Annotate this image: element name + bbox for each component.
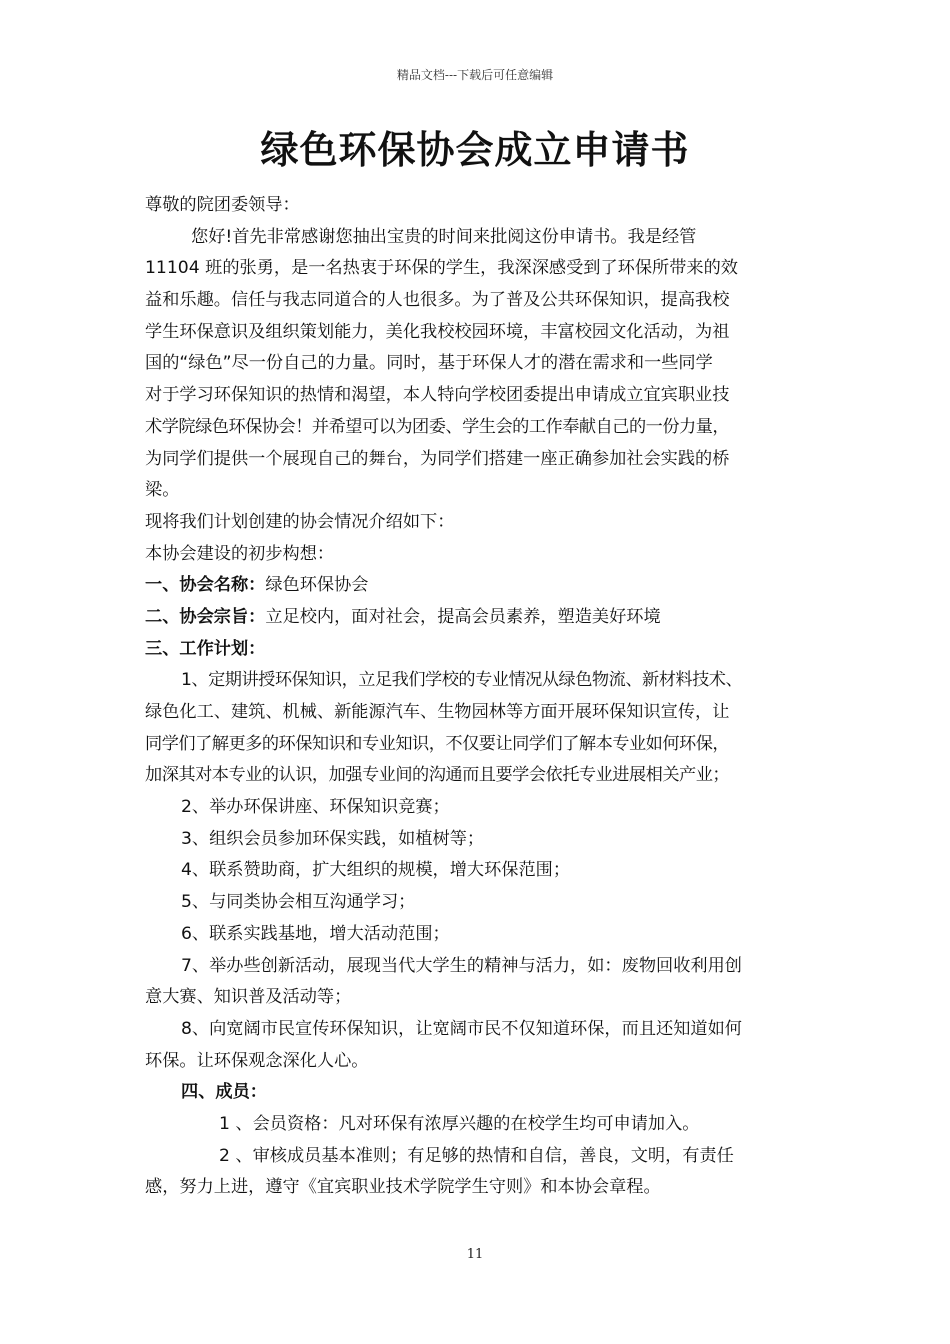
page-number: 11 (466, 1247, 484, 1262)
member-line: 感，努力上进，遵守《宜宾职业技术学院学生守则》和本协会章程。 (145, 1177, 661, 1198)
plan-line: 8、向宽阔市民宣传环保知识，让宽阔市民不仅知道环保，而且还知道如何 (181, 1018, 742, 1039)
intro-line: 11104 班的张勇，是一名热衷于环保的学生，我深深感受到了环保所带来的效 (145, 258, 738, 279)
plan-line: 6、联系实践基地，增大活动范围； (181, 923, 450, 944)
section-work-plan-heading: 三、工作计划： (145, 638, 266, 659)
plan-line: 2、举办环保讲座、环保知识竞赛； (181, 797, 450, 818)
member-line: 1 、会员资格：凡对环保有浓厚兴趣的在校学生均可申请加入。 (219, 1113, 700, 1134)
intro-line: 术学院绿色环保协会！并希望可以为团委、学生会的工作奉献自己的一份力量， (145, 416, 730, 437)
plan-line: 环保。让环保观念深化人心。 (145, 1050, 369, 1071)
section-purpose (145, 602, 815, 634)
page-header-note: 精品文档---下载后可任意编辑 (396, 68, 554, 82)
document-title: 绿色环保协会成立申请书 (260, 128, 690, 172)
section-name (145, 570, 815, 602)
section-members-heading: 四、成员： (181, 1082, 267, 1103)
plan-line: 1、定期讲授环保知识，立足我们学校的专业情况从绿色物流、新材料技术、 (181, 670, 743, 691)
salutation: 尊敬的院团委领导： (145, 195, 300, 215)
concept-line: 本协会建设的初步构想： (145, 543, 335, 564)
intro-line: 您好!首先非常感谢您抽出宝贵的时间来批阅这份申请书。我是经管 (191, 226, 697, 247)
plan-line: 加深其对本专业的认识，加强专业间的沟通而且要学会依托专业进展相关产业； (145, 765, 730, 786)
plan-line: 5、与同类协会相互沟通学习； (181, 892, 416, 913)
section-purpose-value: 立足校内，面对社会，提高会员素养，塑造美好环境 (265, 606, 661, 627)
section-purpose-label: 二、协会宗旨： (145, 606, 266, 627)
overview-line: 现将我们计划创建的协会情况介绍如下： (145, 511, 455, 532)
plan-line: 绿色化工、建筑、机械、新能源汽车、生物园林等方面开展环保知识宣传，让 (145, 702, 730, 722)
intro-line: 为同学们提供一个展现自己的舞台，为同学们搭建一座正确参加社会实践的桥 (145, 448, 730, 469)
document-body (145, 190, 815, 1204)
plan-line: 4、联系赞助商，扩大组织的规模，增大环保范围； (181, 860, 571, 881)
intro-line: 益和乐趣。信任与我志同道合的人也很多。为了普及公共环保知识，提高我校 (145, 290, 730, 311)
plan-line: 意大赛、知识普及活动等； (145, 987, 352, 1008)
intro-line: 梁。 (145, 480, 180, 501)
section-name-value: 绿色环保协会 (265, 575, 369, 596)
plan-line: 3、组织会员参加环保实践，如植树等； (181, 828, 485, 849)
section-name-label: 一、协会名称： (145, 575, 266, 596)
intro-line: 国的“绿色”尽一份自己的力量。同时，基于环保人才的潜在需求和一些同学 (145, 353, 713, 374)
plan-line: 7、举办些创新活动，展现当代大学生的精神与活力，如：废物回收利用创 (181, 955, 742, 976)
plan-line: 同学们了解更多的环保知识和专业知识，不仅要让同学们了解本专业如何环保， (145, 733, 730, 754)
member-line: 2 、审核成员基本准则；有足够的热情和自信，善良，文明，有责任 (219, 1145, 734, 1166)
intro-line: 学生环保意识及组织策划能力，美化我校校园环境，丰富校园文化活动，为祖 (145, 321, 730, 342)
intro-line: 对于学习环保知识的热情和渴望，本人特向学校团委提出申请成立宜宾职业技 (145, 385, 730, 406)
